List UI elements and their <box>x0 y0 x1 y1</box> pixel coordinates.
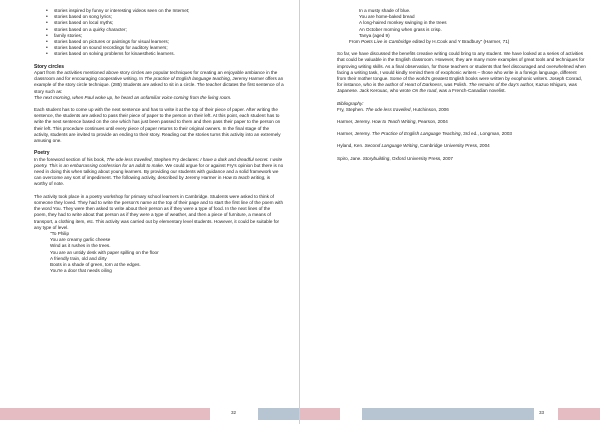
story-ideas-list <box>34 8 284 58</box>
list-item: • family stories; <box>34 33 284 39</box>
list-item: • stories based on local myths; <box>34 20 284 26</box>
story-circles-heading: Story circles <box>34 63 65 70</box>
page-number: 32 <box>231 410 237 415</box>
list-item: • stories inspired by funny or interesting videos seen on the Internet; <box>34 8 284 14</box>
footer-bar-pink <box>300 408 340 420</box>
bibliography-entry: Fry, Stephen. The ode less travelled, Hutchinson, 2006 <box>337 106 449 112</box>
bibliography-entry: Harmer, Jeremy. How to Teach Writing, Pearson, 2004 <box>337 119 448 125</box>
poem-line: You are an untidy desk with paper spilling on the floor <box>50 249 159 255</box>
list-item: • stories based on pictures or paintings for visual learners; <box>34 39 284 45</box>
list-item: • stories based on a quirky character; <box>34 27 284 33</box>
poem-line: "To Philip <box>50 230 69 236</box>
poem-block <box>34 231 284 274</box>
left-text-column <box>34 8 284 274</box>
page-number: 33 <box>539 410 545 415</box>
poem-line: A long-haired monkey swinging in the trees <box>359 20 447 26</box>
list-item: • stories based on sound recordings for auditory learners; <box>34 45 284 51</box>
story-circles-procedure: Each student has to come up with the next sentence and has to write it at the top of their piece of paper. After writing the sentence, the students are asked to pass their piece of paper to the person on their left. At this point, each student has to write the next sentence based on the one which has just been passed to them and then pass their paper to the person on their left. This procedure continues until every piece of paper returns to their original owners. In the final stage of the activity, students are invited to provide an ending to their story. Reading out the stories turns this activity into an extremely amusing one. <box>34 107 281 144</box>
poem-line: You are creamy garlic cheese <box>50 237 111 243</box>
story-example-sentence: The next morning, when Paul woke up, he heard an unfamiliar voice coming from the living room. <box>34 94 232 100</box>
list-item: • stories based on solving problems for kinaesthetic learners. <box>34 51 284 57</box>
right-text-column <box>337 8 587 162</box>
bibliography-heading: Bibliography: <box>337 100 364 106</box>
poem-line: You are home-baked bread <box>359 14 415 20</box>
poem-line: An October morning when grass is crisp. <box>359 26 442 32</box>
bibliography-entry: Spiro, Jane. Storybuilding, Oxford University Press, 2007 <box>337 155 453 161</box>
poem-continuation <box>337 8 587 39</box>
bibliography-entry: Hyland, Ken. Second Language Writing, Cambridge University Press, 2004 <box>337 143 490 149</box>
footer-bar-pink <box>0 408 210 420</box>
conclusion-paragraph: So far, we have discussed the benefits creative writing could bring to any student. We have looked at a series of activities that could be valuable in the English classroom. However, they are many more examples of great tools and techniques for improving writing skills. As a final observation, for those teachers or students that feel discouraged and overwhelmed when facing a writing task, I would kindly remind them of exophonic writers – those who write in a foreign language, different from their mother tongue. Some of the world's greatest English books were written by exophonic writers. Joseph Conrad, for instance, who is the author of Heart of Darkness, was Polish. The remains of the day's author, Kazuo Ishiguro, was Japanese. Jack Kerouac, who wrote On the road, was a French-Canadian novelist. <box>337 51 586 94</box>
poem-line: A friendly train, old and dirty <box>50 255 107 261</box>
list-item: • stories based on song lyrics; <box>34 14 284 20</box>
poem-line: In a musty shade of blue. <box>359 8 411 13</box>
poem-line: You're a door that needs oiling <box>50 268 112 274</box>
poem-credit: From Poets Live in Cambridge edited by H.Cook and Y Bradbury" (Harmer, 71) <box>349 39 510 45</box>
poetry-heading: Poetry <box>34 150 50 157</box>
poem-line: Boots in a shade of green, torn at the edges. <box>50 261 141 267</box>
poem-line: Tanya (aged 9) <box>359 32 390 38</box>
poetry-activity-paragraph: The activity took place in a poetry workshop for primary school learners in Cambridge. Students were asked to think of someone they loved. They had to write the person's name at the top of their page and to start the first line of the poem with the word You. They were then asked to write about their person as if they were a type of food. In the next lines of the poem, they had to write about that person as if they were a type of weather, and then a piece of furniture, a means of transport, a clothing item, etc. This activity was carried out by elementary level students. However, it could be suitable for any type of level. <box>34 193 283 230</box>
poetry-paragraph: In the foreword section of his book, The ode less travelled, Stephen Fry declares: I have a dark and dreadful secret. I write poetry. This is an embarrassing confession for an adult to make. We could argue for or against Fry's opinion but there is no need in doing this when talking about young learners. By providing our students with guidance and a solid framework we can overcome any sort of impediment. The following activity, described by Jeremy Harmer in How to teach writing, is worthy of note. <box>34 156 284 187</box>
right-page <box>300 0 600 424</box>
bibliography-entry: Harmer, Jeremy. The Practice of English Language Teaching, 3rd ed., Longman, 2003 <box>337 131 512 137</box>
footer-bar-pink <box>558 408 600 420</box>
story-circles-paragraph: Apart from the activities mentioned above story circles are popular techniques for creating an enjoyable ambiance in the classroom and for encouraging cooperative writing. In The practice of English language teaching, Jeremy Harmer offers an example of the story circle technique. (285) Students are asked to sit in a circle. The teacher dictates the first sentence of a story such as: <box>34 70 284 94</box>
footer-bar-blue <box>362 408 534 420</box>
poem-line: Wind as it rushes in the trees. <box>50 243 111 249</box>
footer-bar-blue <box>258 408 300 420</box>
